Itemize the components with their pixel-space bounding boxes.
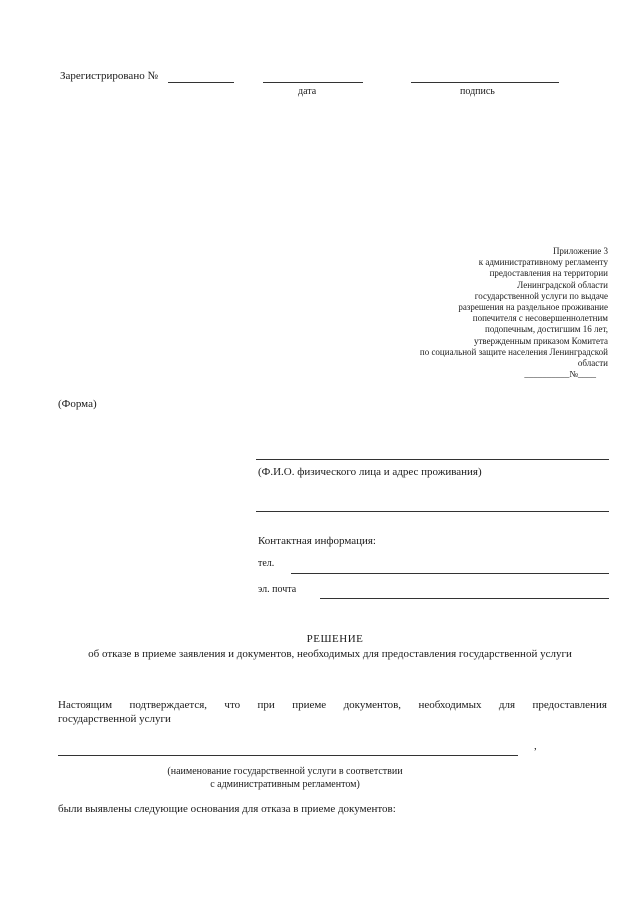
paragraph-word: что	[224, 699, 241, 711]
recipient-address-field[interactable]	[256, 511, 609, 512]
email-label: эл. почта	[258, 584, 297, 595]
appendix-line: области	[577, 358, 608, 369]
appendix-line: к административному регламенту	[478, 257, 608, 268]
service-name-field[interactable]	[58, 755, 518, 756]
signature-field[interactable]	[411, 82, 559, 83]
paragraph-word: приеме	[292, 699, 327, 711]
appendix-number-line: __________№____	[524, 369, 596, 380]
phone-label: тел.	[258, 558, 275, 569]
paragraph-word: необходимых	[418, 699, 482, 711]
appendix-line: по социальной защите населения Ленинградской	[419, 346, 608, 357]
appendix-line: государственной услуги по выдаче	[474, 290, 608, 301]
appendix-line: подопечным, достигшим 16 лет,	[485, 324, 608, 335]
decision-title: РЕШЕНИЕ	[306, 633, 364, 645]
decision-subtitle: об отказе в приеме заявления и документов, необходимых для предоставления государственной услуги	[88, 648, 572, 660]
signature-caption: подпись	[460, 86, 495, 97]
appendix-line: Ленинградской области	[517, 279, 608, 290]
paragraph-word: Настоящим	[58, 699, 113, 711]
appendix-line: предоставления на территории	[489, 268, 608, 279]
appendix-line: утвержденным приказом Комитета	[473, 335, 608, 346]
paragraph-word: для	[498, 699, 516, 711]
appendix-line: Приложение 3	[552, 246, 608, 256]
recipient-caption: (Ф.И.О. физического лица и адрес проживания)	[258, 466, 482, 478]
phone-field[interactable]	[291, 573, 609, 574]
paragraph-word: документов,	[343, 699, 402, 711]
paragraph-word: при	[257, 699, 275, 711]
registered-label: Зарегистрировано №	[60, 70, 158, 82]
date-caption: дата	[298, 86, 317, 97]
service-caption-line-1: (наименование государственной услуги в соответствии	[167, 766, 403, 777]
contact-label: Контактная информация:	[258, 535, 376, 547]
grounds-text: были выявлены следующие основания для отказа в приеме документов:	[58, 803, 396, 815]
paragraph-word: подтверждается,	[129, 699, 208, 711]
date-field[interactable]	[263, 82, 363, 83]
appendix-block	[420, 246, 608, 380]
paragraph-line-2: государственной услуги	[58, 713, 171, 725]
registration-number-field[interactable]	[168, 82, 234, 83]
appendix-line: разрешения на раздельное проживание	[458, 302, 608, 313]
appendix-line: попечителя с несовершеннолетним	[472, 313, 608, 324]
form-label: (Форма)	[58, 398, 97, 410]
paragraph-word: предоставления	[532, 699, 607, 711]
paragraph-line-1	[58, 699, 607, 711]
service-caption-line-2: с административным регламентом)	[210, 779, 360, 790]
recipient-name-field[interactable]	[256, 459, 609, 460]
service-comma: ,	[534, 740, 537, 752]
email-field[interactable]	[320, 598, 609, 599]
